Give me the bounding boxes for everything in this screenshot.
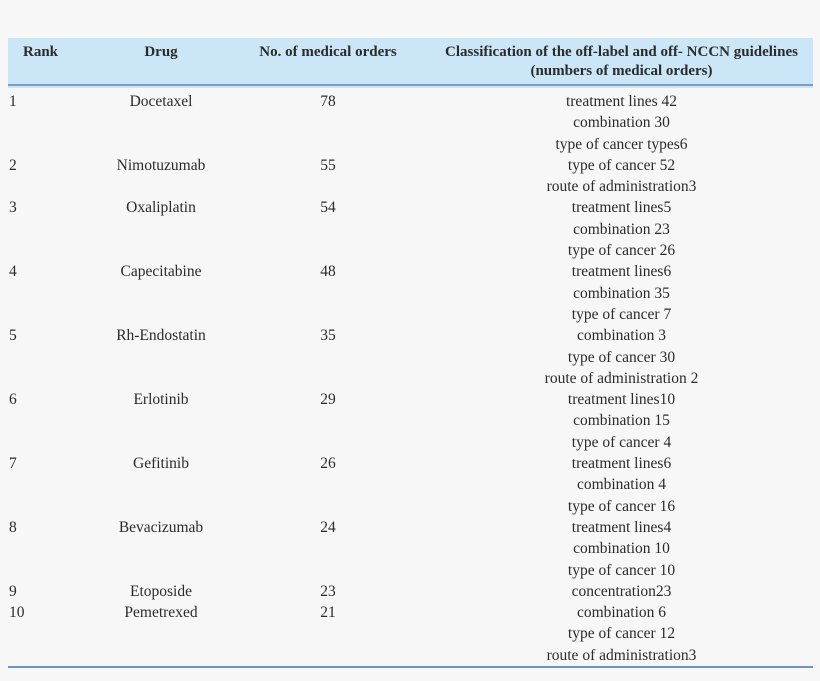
classification-cell	[430, 261, 813, 325]
orders-cell: 55	[320, 156, 336, 174]
drug-cell: Gefitinib	[133, 455, 189, 473]
classification-line: route of administration 2	[544, 369, 699, 387]
classification-line: concentration23	[571, 582, 672, 600]
classification-line: type of cancer 12	[567, 625, 676, 643]
classification-cell	[430, 581, 813, 602]
classification-line: treatment lines6	[571, 263, 672, 281]
drug-cell: Erlotinib	[133, 391, 189, 409]
table-row	[8, 517, 813, 581]
classification-cell	[430, 155, 813, 198]
drug-cell: Docetaxel	[129, 93, 193, 110]
orders-cell: 23	[320, 582, 336, 600]
rank-cell: 1	[9, 93, 17, 110]
header-row	[8, 38, 813, 85]
table-row	[8, 602, 813, 667]
drug-cell: Rh-Endostatin	[116, 327, 206, 345]
table-row	[8, 581, 813, 602]
classification-cell	[430, 325, 813, 389]
rank-cell: 9	[9, 582, 17, 600]
orders-cell: 29	[320, 391, 336, 409]
orders-cell: 78	[320, 93, 336, 110]
drug-cell: Bevacizumab	[118, 518, 204, 536]
classification-line: combination 10	[573, 540, 670, 558]
classification-line: type of cancer 10	[567, 561, 676, 579]
classification-line: type of cancer 4	[571, 433, 672, 451]
classification-cell	[430, 602, 813, 667]
orders-cell: 26	[320, 455, 336, 473]
classification-line: combination 15	[573, 412, 670, 430]
drug-cell: Oxaliplatin	[126, 199, 196, 217]
classification-line: combination 23	[573, 220, 670, 238]
classification-cell	[430, 85, 813, 155]
orders-cell: 54	[320, 199, 336, 217]
classification-line: combination 3	[576, 327, 667, 345]
table-row	[8, 261, 813, 325]
classification-line: type of cancer 26	[567, 242, 676, 260]
classification-line: treatment lines6	[571, 455, 672, 473]
classification-cell	[430, 389, 813, 453]
rank-cell: 3	[9, 199, 17, 217]
rank-cell: 5	[9, 327, 17, 345]
classification-line: type of cancer 30	[567, 348, 676, 366]
classification-line: combination 30	[573, 114, 670, 132]
classification-line: combination 4	[576, 476, 667, 494]
drug-cell: Nimotuzumab	[116, 156, 206, 174]
orders-cell: 24	[320, 518, 336, 536]
table-row	[8, 325, 813, 389]
rank-cell: 4	[9, 263, 17, 281]
classification-cell	[430, 197, 813, 261]
table-row	[8, 389, 813, 453]
orders-cell: 21	[320, 604, 336, 622]
classification-line: type of cancer types6	[555, 135, 688, 153]
classification-line: treatment lines10	[567, 391, 676, 409]
table-row	[8, 155, 813, 198]
table-header	[8, 38, 813, 85]
column-header-drug: Drug	[96, 38, 226, 85]
rank-cell: 2	[9, 156, 17, 174]
classification-line: type of cancer 16	[567, 497, 676, 515]
orders-cell: 48	[320, 263, 336, 281]
classification-line: type of cancer 52	[567, 156, 676, 174]
table-row	[8, 453, 813, 517]
rank-cell: 6	[9, 391, 17, 409]
off-label-drugs-table	[8, 38, 813, 668]
table-row	[8, 85, 813, 155]
rank-cell: 8	[9, 518, 17, 536]
classification-cell	[430, 517, 813, 581]
rank-cell: 7	[9, 455, 17, 473]
classification-line: combination 35	[573, 284, 670, 302]
table-row	[8, 197, 813, 261]
orders-cell: 35	[320, 327, 336, 345]
drug-cell: Pemetrexed	[124, 604, 198, 622]
column-header-rank: Rank	[8, 38, 96, 85]
classification-cell	[430, 453, 813, 517]
column-header-orders: No. of medical orders	[226, 38, 430, 85]
drug-cell: Capecitabine	[120, 263, 202, 281]
rank-cell: 10	[9, 604, 25, 622]
table-body	[8, 85, 813, 667]
classification-line: treatment lines4	[571, 518, 672, 536]
classification-line: route of administration3	[546, 646, 697, 664]
classification-line: treatment lines 42	[565, 93, 678, 110]
classification-line: treatment lines5	[571, 199, 672, 217]
classification-line: type of cancer 7	[571, 305, 672, 323]
classification-line: combination 6	[576, 604, 667, 622]
drug-cell: Etoposide	[130, 582, 192, 600]
column-header-classification: Classification of the off-label and off- NCCN guidelines (numbers of medical orders)	[430, 38, 813, 85]
classification-line: route of administration3	[546, 178, 697, 196]
